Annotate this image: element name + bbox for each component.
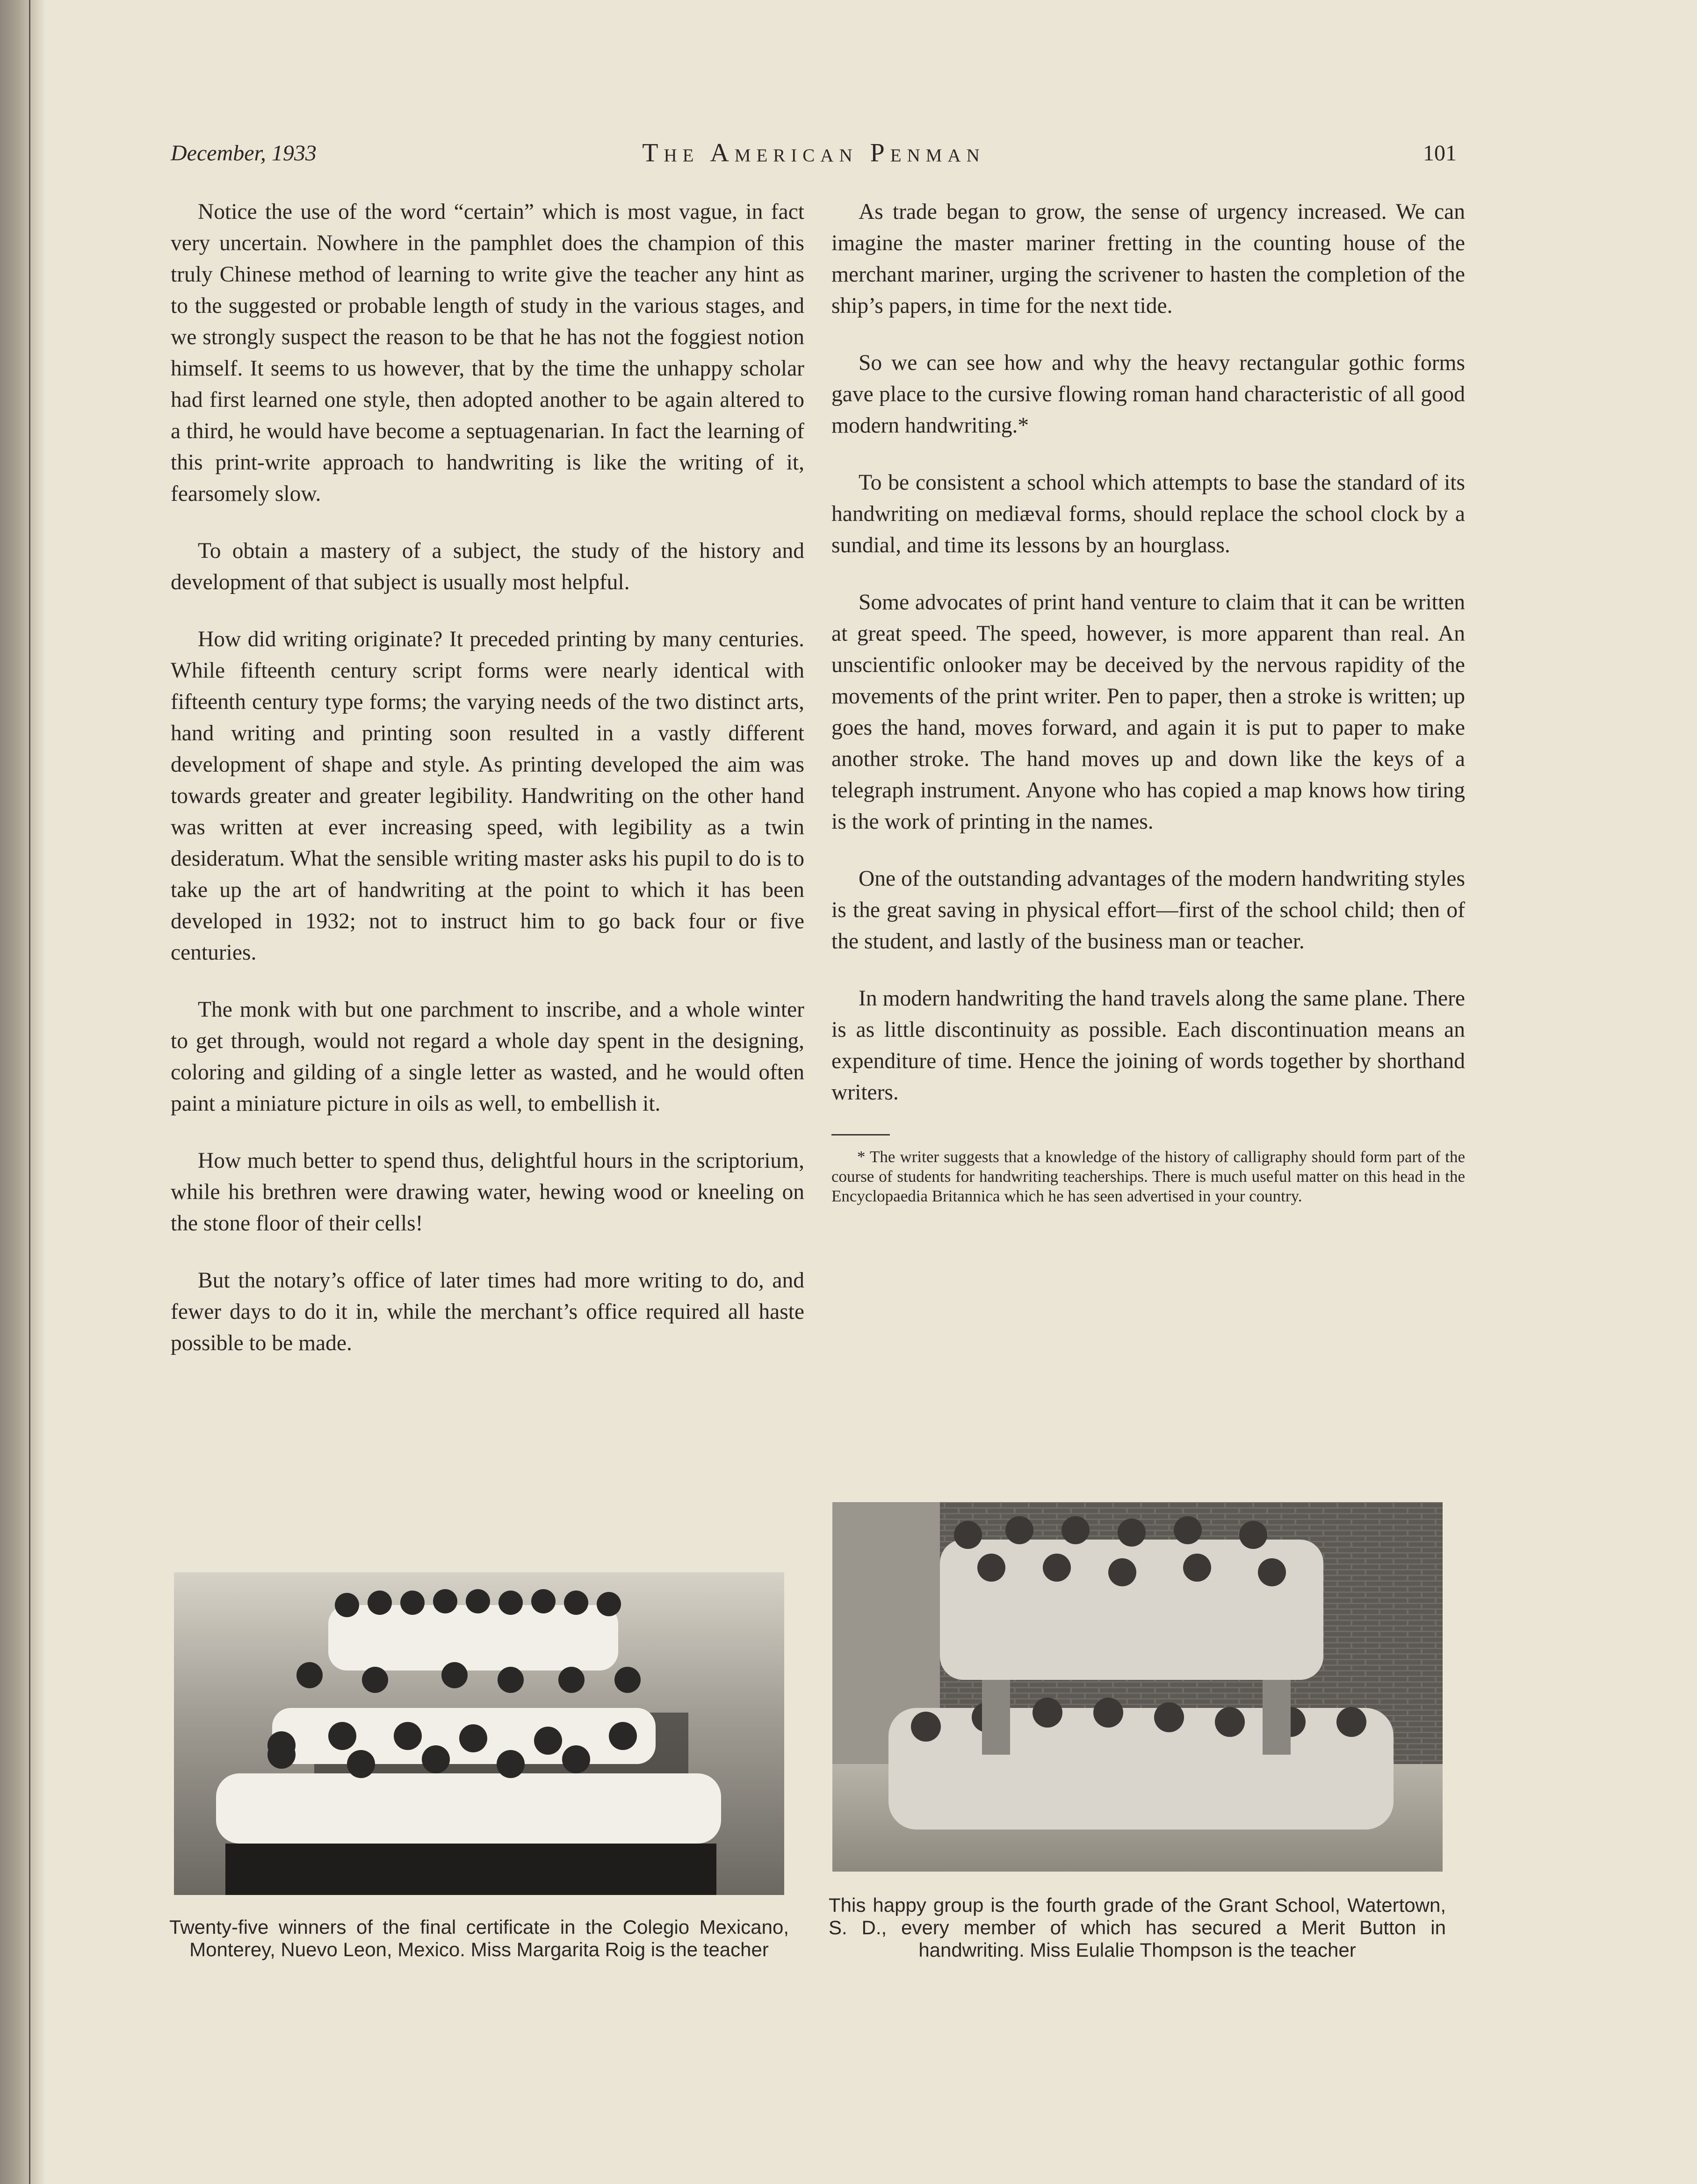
paragraph: How much better to spend thus, delightful hours in the scriptorium, while his brethren were drawing water, hewing wood or kneeling on the stone floor of their cells!	[171, 1149, 804, 1236]
paragraph: So we can see how and why the heavy rectangular gothic forms gave place to the cursive flowing roman hand characteristic of all good modern handwriting.*	[831, 351, 1465, 438]
book-gutter-line	[29, 0, 30, 2184]
right-photo-caption: This happy group is the fourth grade of the Grant School, Watertown, S. D., every member of which has secured a Merit Button in handwriting. Miss Eulalie Thompson is the teacher	[829, 1894, 1446, 1961]
book-spine-shadow	[0, 0, 44, 2184]
paragraph: Some advocates of print hand venture to claim that it can be written at great speed. The speed, however, is more apparent than real. An unscientific onlooker may be deceived by the nervous rapidity of the movements of the print writer. Pen to paper, then a stroke is written; up goes the hand, moves forward, and again it is put to paper to make another stroke. The hand moves up and down like the keys of a telegraph instrument. Anyone who has copied a map knows how tiring is the work of printing in the names.	[831, 590, 1465, 834]
grant-school-group-photo	[832, 1502, 1443, 1872]
paragraph: The monk with but one parchment to inscribe, and a whole winter to get through, would not regard a whole day spent in the designing, coloring and gilding of a single letter as wasted, and he would often paint a miniature picture in oils as well, to embellish it.	[171, 998, 804, 1116]
colegio-mexicano-group-photo	[174, 1572, 784, 1895]
paragraph: How did writing originate? It preceded printing by many centuries. While fifteenth century script forms were nearly identical with fifteenth century type forms; the varying needs of the two distinct arts, hand writing and printing soon resulted in a vastly different development of shape and style. As printing developed the aim was towards greater and greater legibility. Handwriting on the other hand was written at ever increasing speed, with legibility as a twin desideratum. What the sensible writing master asks his pupil to do is to take up the art of handwriting at the point to which it has been developed in 1932; not to instruct him to go back four or five centuries.	[171, 627, 804, 965]
page-number: 101	[1423, 141, 1457, 166]
paragraph: To obtain a mastery of a subject, the study of the history and development of that subject is usually most helpful.	[171, 539, 804, 594]
issue-date: December, 1933	[171, 141, 317, 166]
footnote-divider	[831, 1134, 890, 1135]
right-column	[831, 196, 1465, 1206]
left-column	[171, 196, 804, 1385]
paragraph: To be consistent a school which attempts to base the standard of its handwriting on mediæval forms, should replace the school clock by a sundial, and time its lessons by an hourglass.	[831, 470, 1465, 557]
paragraph: Notice the use of the word “certain” which is most vague, in fact very uncertain. Nowhere in the pamphlet does the champion of this truly Chinese method of learning to write give the teacher any hint as to the suggested or probable length of study in the various stages, and we strongly suspect the reason to be that he has not the foggiest notion himself. It seems to us however, that by the time the unhappy scholar had first learned one style, then adopted another to be again altered to a third, he would have become a septuagenarian. In fact the learning of this print-write approach to handwriting is like the writing of it, fearsomely slow.	[171, 200, 804, 506]
left-photo-caption: Twenty-five winners of the final certificate in the Colegio Mexicano, Monterey, Nuevo Leon, Mexico. Miss Margarita Roig is the teacher	[169, 1916, 789, 1960]
magazine-title: The American Penman	[642, 138, 985, 167]
page-header	[171, 136, 1457, 178]
paragraph: One of the outstanding advantages of the modern handwriting styles is the great saving in physical effort—first of the school child; then of the student, and lastly of the business man or teacher.	[831, 867, 1465, 954]
footnote: * The writer suggests that a knowledge of the history of calligraphy should form part of the course of students for handwriting teacherships. There is much useful matter on this head in the Encyclopaedia Britannica which he has seen advertised in your country.	[831, 1148, 1465, 1205]
paragraph: In modern handwriting the hand travels along the same plane. There is as little discontinuity as possible. Each discontinuation means an expenditure of time. Hence the joining of words together by shorthand writers.	[831, 986, 1465, 1105]
paragraph: But the notary’s office of later times had more writing to do, and fewer days to do it in, while the merchant’s office required all haste possible to be made.	[171, 1268, 804, 1355]
paragraph: As trade began to grow, the sense of urgency increased. We can imagine the master mariner fretting in the counting house of the merchant mariner, urging the scrivener to hasten the completion of the ship’s papers, in time for the next tide.	[831, 200, 1465, 318]
